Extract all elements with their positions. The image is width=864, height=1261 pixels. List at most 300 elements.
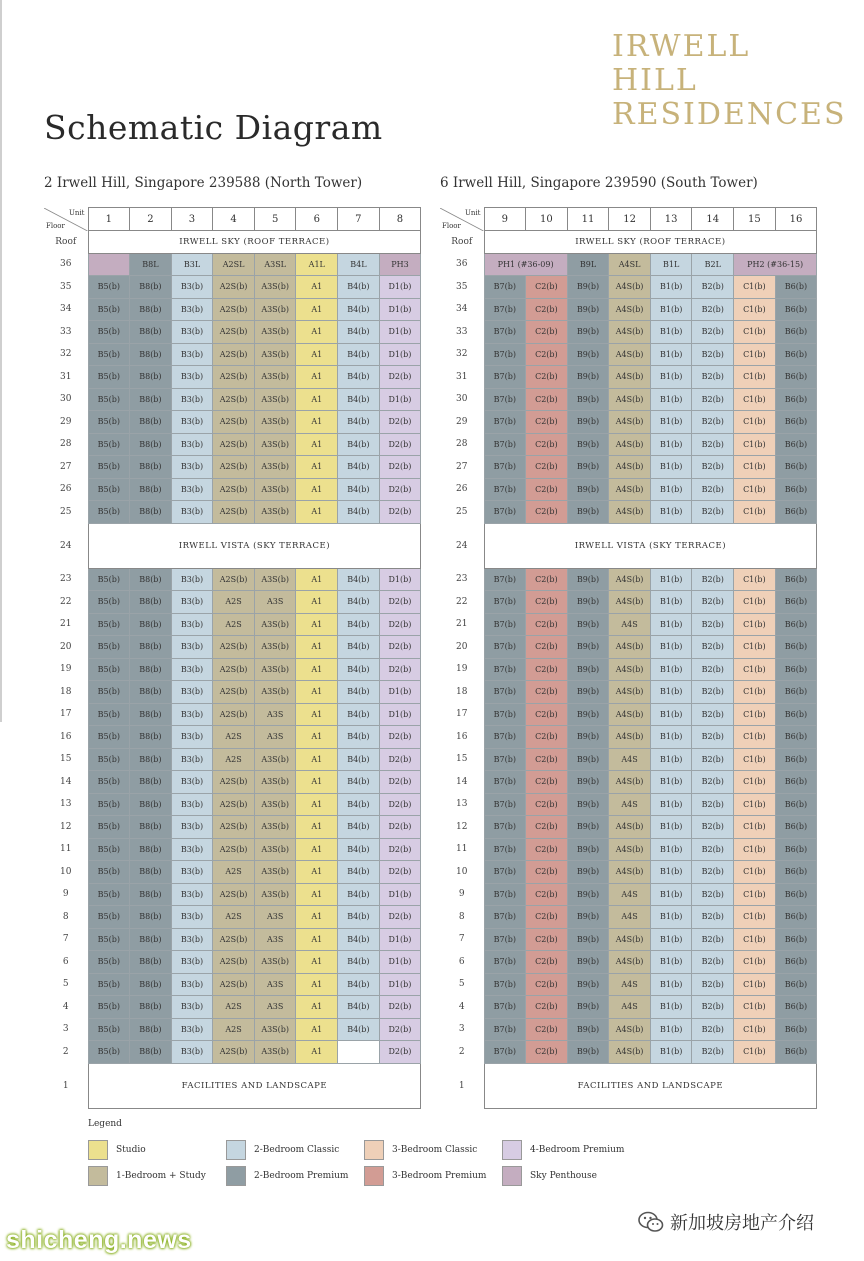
unit-cell: A3S(b) xyxy=(254,613,296,636)
unit-cell: A1 xyxy=(296,748,338,771)
unit-cell: D2(b) xyxy=(379,613,421,636)
unit-cell: B1(b) xyxy=(650,478,692,501)
unit-cell: A2S xyxy=(213,1018,255,1041)
unit-cell: B9L xyxy=(567,253,609,276)
unit-cell: D2(b) xyxy=(379,636,421,659)
unit-cell: B8(b) xyxy=(130,658,172,681)
unit-cell: A2S(b) xyxy=(213,636,255,659)
unit-cell: B6(b) xyxy=(775,703,817,726)
unit-cell: B2(b) xyxy=(692,658,734,681)
unit-cell: B1(b) xyxy=(650,838,692,861)
unit-cell: B9(b) xyxy=(567,321,609,344)
floor-row xyxy=(44,771,421,794)
unit-cell: B2(b) xyxy=(692,928,734,951)
unit-cell: B4(b) xyxy=(338,1018,380,1041)
unit-cell: B7(b) xyxy=(484,1018,526,1041)
floor-label: 9 xyxy=(62,889,69,900)
legend-item xyxy=(364,1140,477,1160)
unit-cell: B1(b) xyxy=(650,636,692,659)
floor-label: 6 xyxy=(62,956,69,967)
unit-cell: A1 xyxy=(296,816,338,839)
unit-cell: A3S(b) xyxy=(254,838,296,861)
unit-cell: B9(b) xyxy=(567,276,609,299)
unit-cell: B3(b) xyxy=(171,973,213,996)
unit-cell: B7(b) xyxy=(484,568,526,591)
floor-row xyxy=(440,883,817,906)
sky-terrace-label: IRWELL VISTA (SKY TERRACE) xyxy=(484,523,817,568)
floor-label: 35 xyxy=(456,281,468,292)
unit-cell: A3S(b) xyxy=(254,951,296,974)
floor-row xyxy=(44,343,421,366)
unit-cell: B4(b) xyxy=(338,816,380,839)
unit-cell: B4(b) xyxy=(338,366,380,389)
unit-cell: B4(b) xyxy=(338,726,380,749)
unit-cell: A4S xyxy=(609,793,651,816)
unit-cell: B5(b) xyxy=(88,276,130,299)
unit-cell: B4(b) xyxy=(338,973,380,996)
unit-cell: B2(b) xyxy=(692,591,734,614)
unit-cell: B6(b) xyxy=(775,928,817,951)
floor-row xyxy=(440,951,817,974)
unit-cell: A4S(b) xyxy=(609,861,651,884)
unit-cell: D2(b) xyxy=(379,793,421,816)
floor-row xyxy=(44,973,421,996)
floor-label: 28 xyxy=(456,439,468,450)
unit-cell: B9(b) xyxy=(567,928,609,951)
unit-cell: C1(b) xyxy=(734,456,776,479)
unit-cell: A1 xyxy=(296,388,338,411)
floor-row xyxy=(440,726,817,749)
floor-label: Roof xyxy=(55,236,77,247)
unit-cell: A1 xyxy=(296,298,338,321)
floor-label: 18 xyxy=(60,686,72,697)
floor-label: 3 xyxy=(458,1024,465,1035)
floor-label: 29 xyxy=(60,416,72,427)
unit-cell: B7(b) xyxy=(484,1041,526,1064)
unit-cell: B2(b) xyxy=(692,501,734,524)
floor-row xyxy=(44,906,421,929)
unit-cell: B4(b) xyxy=(338,456,380,479)
floor-label: 2 xyxy=(458,1046,465,1057)
unit-cell: B8(b) xyxy=(130,906,172,929)
floor-header-label: Floor xyxy=(442,221,461,230)
floor-label: 33 xyxy=(456,326,468,337)
unit-cell: B9(b) xyxy=(567,816,609,839)
unit-cell: B1(b) xyxy=(650,298,692,321)
unit-cell: C2(b) xyxy=(526,703,568,726)
unit-cell: B6(b) xyxy=(775,658,817,681)
unit-cell: B7(b) xyxy=(484,771,526,794)
unit-cell: A2S(b) xyxy=(213,343,255,366)
legend-swatch xyxy=(364,1140,384,1160)
floor-label: 14 xyxy=(60,776,72,787)
unit-cell: B2(b) xyxy=(692,906,734,929)
unit-cell: C1(b) xyxy=(734,771,776,794)
unit-cell: B1(b) xyxy=(650,861,692,884)
unit-cell: A4S(b) xyxy=(609,1041,651,1064)
floor-row xyxy=(440,928,817,951)
unit-cell: A4S(b) xyxy=(609,591,651,614)
unit-cell: B5(b) xyxy=(88,433,130,456)
unit-cell: A2S(b) xyxy=(213,973,255,996)
unit-cell: A1 xyxy=(296,906,338,929)
unit-cell: B2(b) xyxy=(692,861,734,884)
floor-label: 5 xyxy=(62,979,69,990)
unit-cell: B1(b) xyxy=(650,1018,692,1041)
unit-cell: C1(b) xyxy=(734,411,776,434)
unit-cell: B8(b) xyxy=(130,456,172,479)
unit-cell: B1(b) xyxy=(650,951,692,974)
unit-cell: B5(b) xyxy=(88,771,130,794)
unit-cell: A4S(b) xyxy=(609,366,651,389)
legend-item xyxy=(88,1166,206,1186)
unit-cell: B1(b) xyxy=(650,658,692,681)
unit-cell: B2(b) xyxy=(692,298,734,321)
unit-cell: A1 xyxy=(296,433,338,456)
unit-cell: A2S(b) xyxy=(213,501,255,524)
unit-cell: B4(b) xyxy=(338,838,380,861)
unit-cell: B3(b) xyxy=(171,591,213,614)
unit-cell: A2S xyxy=(213,726,255,749)
unit-cell: B9(b) xyxy=(567,456,609,479)
unit-cell: B7(b) xyxy=(484,411,526,434)
unit-cell: D1(b) xyxy=(379,298,421,321)
unit-cell: B7(b) xyxy=(484,838,526,861)
unit-cell: B6(b) xyxy=(775,996,817,1019)
unit-cell: C2(b) xyxy=(526,771,568,794)
unit-cell: B3(b) xyxy=(171,456,213,479)
unit-cell: B8(b) xyxy=(130,793,172,816)
unit-cell: A3S xyxy=(254,928,296,951)
unit-cell: C2(b) xyxy=(526,973,568,996)
unit-cell: B3(b) xyxy=(171,1041,213,1064)
south-tower-grid xyxy=(440,207,817,1109)
unit-cell: C2(b) xyxy=(526,838,568,861)
floor-label: 21 xyxy=(456,619,468,630)
unit-cell: B3(b) xyxy=(171,771,213,794)
floor-label: 11 xyxy=(60,844,72,855)
unit-cell: A2S xyxy=(213,591,255,614)
unit-cell: C1(b) xyxy=(734,748,776,771)
unit-cell: C2(b) xyxy=(526,321,568,344)
unit-cell: A2S(b) xyxy=(213,951,255,974)
floor-label: 36 xyxy=(456,259,468,270)
unit-cell: D1(b) xyxy=(379,321,421,344)
unit-cell: B2(b) xyxy=(692,973,734,996)
legend-label: 2-Bedroom Premium xyxy=(254,1171,349,1181)
unit-cell: B1(b) xyxy=(650,816,692,839)
unit-cell: B4(b) xyxy=(338,501,380,524)
unit-cell: A4SL xyxy=(609,253,651,276)
unit-cell: B7(b) xyxy=(484,996,526,1019)
unit-cell: B9(b) xyxy=(567,658,609,681)
unit-cell: C1(b) xyxy=(734,951,776,974)
unit-cell: C1(b) xyxy=(734,433,776,456)
unit-cell: A2S(b) xyxy=(213,456,255,479)
floor-row xyxy=(440,681,817,704)
unit-cell: B3(b) xyxy=(171,793,213,816)
floor-row xyxy=(44,411,421,434)
floor-row xyxy=(44,996,421,1019)
unit-cell: D2(b) xyxy=(379,996,421,1019)
unit-cell: D2(b) xyxy=(379,501,421,524)
wechat-icon xyxy=(638,1211,664,1233)
unit-cell: B7(b) xyxy=(484,906,526,929)
unit-cell: A4S xyxy=(609,613,651,636)
floor-row xyxy=(44,726,421,749)
unit-cell: B2(b) xyxy=(692,793,734,816)
unit-cell: A1 xyxy=(296,478,338,501)
unit-cell: B4(b) xyxy=(338,793,380,816)
unit-number-header: 14 xyxy=(692,208,734,231)
unit-cell: B7(b) xyxy=(484,321,526,344)
unit-cell: B6(b) xyxy=(775,568,817,591)
unit-cell: B2(b) xyxy=(692,456,734,479)
unit-cell: B9(b) xyxy=(567,973,609,996)
floor-label: 13 xyxy=(60,799,72,810)
unit-cell: A4S(b) xyxy=(609,478,651,501)
unit-cell: A1 xyxy=(296,793,338,816)
unit-cell: B6(b) xyxy=(775,838,817,861)
floor-row xyxy=(44,478,421,501)
unit-cell: B4(b) xyxy=(338,681,380,704)
unit-cell: B9(b) xyxy=(567,861,609,884)
floor-label: 24 xyxy=(60,540,72,551)
unit-cell: B2(b) xyxy=(692,388,734,411)
floor-row xyxy=(44,366,421,389)
floor-row xyxy=(44,636,421,659)
floor-row xyxy=(440,456,817,479)
watermark-text: shicheng.news xyxy=(6,1226,192,1254)
unit-cell: C2(b) xyxy=(526,793,568,816)
unit-cell: A4S(b) xyxy=(609,681,651,704)
unit-cell: D1(b) xyxy=(379,703,421,726)
unit-cell: B6(b) xyxy=(775,771,817,794)
floor-row xyxy=(44,951,421,974)
floor-row xyxy=(440,973,817,996)
unit-cell: B1(b) xyxy=(650,771,692,794)
unit-cell: B4(b) xyxy=(338,613,380,636)
floor-row xyxy=(44,816,421,839)
unit-cell: C2(b) xyxy=(526,681,568,704)
unit-cell: B7(b) xyxy=(484,478,526,501)
legend-swatch xyxy=(364,1166,384,1186)
unit-cell: C1(b) xyxy=(734,501,776,524)
floor-row xyxy=(44,928,421,951)
unit-cell: A3S xyxy=(254,591,296,614)
unit-number-header: 12 xyxy=(609,208,651,231)
floor-label: 22 xyxy=(456,596,468,607)
unit-cell: B6(b) xyxy=(775,793,817,816)
unit-cell: B6(b) xyxy=(775,1041,817,1064)
unit-cell: B8(b) xyxy=(130,433,172,456)
unit-cell: B3(b) xyxy=(171,883,213,906)
floor-label: 12 xyxy=(456,821,468,832)
unit-cell: B3(b) xyxy=(171,996,213,1019)
unit-cell: B9(b) xyxy=(567,613,609,636)
unit-cell: B2(b) xyxy=(692,883,734,906)
unit-cell: PH1 (#36-09) xyxy=(484,253,567,276)
unit-cell: A2S(b) xyxy=(213,816,255,839)
unit-cell: A4S(b) xyxy=(609,771,651,794)
legend-swatch xyxy=(502,1166,522,1186)
unit-cell: A2S(b) xyxy=(213,703,255,726)
floor-label: 25 xyxy=(60,506,72,517)
unit-cell: A2S(b) xyxy=(213,658,255,681)
unit-number-header: 11 xyxy=(567,208,609,231)
unit-cell: A1 xyxy=(296,276,338,299)
unit-cell: D2(b) xyxy=(379,906,421,929)
unit-cell: D1(b) xyxy=(379,951,421,974)
unit-cell: B6(b) xyxy=(775,433,817,456)
unit-cell: C2(b) xyxy=(526,951,568,974)
unit-cell: D2(b) xyxy=(379,838,421,861)
unit-cell: B8(b) xyxy=(130,591,172,614)
unit-cell: D1(b) xyxy=(379,928,421,951)
floor-label: 32 xyxy=(60,349,72,360)
legend-item xyxy=(364,1166,486,1186)
floor-row xyxy=(44,298,421,321)
unit-cell: A3S(b) xyxy=(254,321,296,344)
floor-label: 15 xyxy=(456,754,468,765)
unit-cell: B7(b) xyxy=(484,816,526,839)
unit-cell: B7(b) xyxy=(484,591,526,614)
unit-cell: C2(b) xyxy=(526,928,568,951)
unit-cell: B2(b) xyxy=(692,478,734,501)
unit-cell: B9(b) xyxy=(567,298,609,321)
unit-cell: B7(b) xyxy=(484,928,526,951)
unit-cell: B1(b) xyxy=(650,973,692,996)
unit-cell: A4S xyxy=(609,996,651,1019)
unit-cell: A1 xyxy=(296,771,338,794)
north-tower-grid xyxy=(44,207,421,1109)
unit-cell: A2S(b) xyxy=(213,883,255,906)
legend-label: Sky Penthouse xyxy=(530,1171,597,1181)
unit-cell: B2(b) xyxy=(692,568,734,591)
floor-label: 28 xyxy=(60,439,72,450)
unit-cell: C1(b) xyxy=(734,343,776,366)
floor-label: 18 xyxy=(456,686,468,697)
unit-cell: C2(b) xyxy=(526,388,568,411)
unit-cell: A1 xyxy=(296,861,338,884)
legend-label: Studio xyxy=(116,1145,146,1155)
unit-cell: A1 xyxy=(296,681,338,704)
unit-cell: B8(b) xyxy=(130,703,172,726)
unit-cell: B8(b) xyxy=(130,613,172,636)
unit-cell: C1(b) xyxy=(734,816,776,839)
legend-item xyxy=(502,1166,597,1186)
unit-cell: B5(b) xyxy=(88,726,130,749)
unit-cell: B5(b) xyxy=(88,816,130,839)
floor-row xyxy=(440,411,817,434)
unit-cell: B1L xyxy=(650,253,692,276)
unit-cell: B7(b) xyxy=(484,343,526,366)
unit-cell: C1(b) xyxy=(734,1018,776,1041)
floor-label: 22 xyxy=(60,596,72,607)
unit-cell: B5(b) xyxy=(88,906,130,929)
unit-cell: B5(b) xyxy=(88,1018,130,1041)
unit-cell: B6(b) xyxy=(775,276,817,299)
floor-row xyxy=(440,1041,817,1064)
unit-cell: B6(b) xyxy=(775,411,817,434)
unit-cell: D1(b) xyxy=(379,568,421,591)
unit-cell: B3(b) xyxy=(171,343,213,366)
unit-number-header: 9 xyxy=(484,208,526,231)
unit-cell: B7(b) xyxy=(484,276,526,299)
unit-cell: A4S(b) xyxy=(609,928,651,951)
unit-cell: B9(b) xyxy=(567,636,609,659)
legend-item xyxy=(502,1140,624,1160)
unit-cell: A1 xyxy=(296,951,338,974)
unit-cell: B5(b) xyxy=(88,636,130,659)
unit-cell: A3S(b) xyxy=(254,793,296,816)
floor-row xyxy=(440,996,817,1019)
unit-cell: B6(b) xyxy=(775,456,817,479)
unit-cell: B6(b) xyxy=(775,501,817,524)
unit-cell: A3S(b) xyxy=(254,636,296,659)
unit-cell: A3S(b) xyxy=(254,388,296,411)
unit-cell: B9(b) xyxy=(567,838,609,861)
floor-label: 21 xyxy=(60,619,72,630)
floor-row xyxy=(440,658,817,681)
floor-label: 8 xyxy=(62,911,69,922)
unit-cell: B1(b) xyxy=(650,726,692,749)
unit-cell: B7(b) xyxy=(484,298,526,321)
unit-cell: B9(b) xyxy=(567,568,609,591)
legend-title: Legend xyxy=(88,1119,122,1129)
unit-cell: B3(b) xyxy=(171,703,213,726)
floor-row xyxy=(440,568,817,591)
floor-label: 10 xyxy=(456,866,468,877)
unit-cell: A2S xyxy=(213,613,255,636)
unit-cell: B9(b) xyxy=(567,951,609,974)
unit-cell: B4(b) xyxy=(338,298,380,321)
unit-cell: A1 xyxy=(296,636,338,659)
unit-cell: A2S(b) xyxy=(213,366,255,389)
unit-cell: C1(b) xyxy=(734,591,776,614)
unit-cell: B1(b) xyxy=(650,411,692,434)
unit-cell: PH3 xyxy=(379,253,421,276)
wechat-account xyxy=(638,1209,814,1235)
floor-label: 16 xyxy=(60,731,72,742)
unit-cell: A3S(b) xyxy=(254,861,296,884)
legend-label: 4-Bedroom Premium xyxy=(530,1145,625,1155)
unit-cell: A4S(b) xyxy=(609,1018,651,1041)
unit-cell: A3S xyxy=(254,973,296,996)
unit-cell: B2(b) xyxy=(692,951,734,974)
unit-cell: B6(b) xyxy=(775,816,817,839)
unit-cell: B2(b) xyxy=(692,411,734,434)
unit-cell: B8(b) xyxy=(130,388,172,411)
unit-cell: B1(b) xyxy=(650,366,692,389)
sky-terrace-label: IRWELL VISTA (SKY TERRACE) xyxy=(88,523,421,568)
unit-cell: A4S(b) xyxy=(609,388,651,411)
unit-cell: B9(b) xyxy=(567,771,609,794)
unit-cell: B9(b) xyxy=(567,906,609,929)
legend-item xyxy=(226,1140,339,1160)
unit-cell: B3(b) xyxy=(171,478,213,501)
unit-cell: A4S(b) xyxy=(609,816,651,839)
unit-cell: B7(b) xyxy=(484,658,526,681)
unit-cell: B5(b) xyxy=(88,951,130,974)
unit-cell: B9(b) xyxy=(567,478,609,501)
floor-row xyxy=(440,343,817,366)
floor-label: 33 xyxy=(60,326,72,337)
unit-cell: A4S(b) xyxy=(609,703,651,726)
legend-item xyxy=(226,1166,348,1186)
floor-label: 10 xyxy=(60,866,72,877)
unit-cell: B9(b) xyxy=(567,883,609,906)
